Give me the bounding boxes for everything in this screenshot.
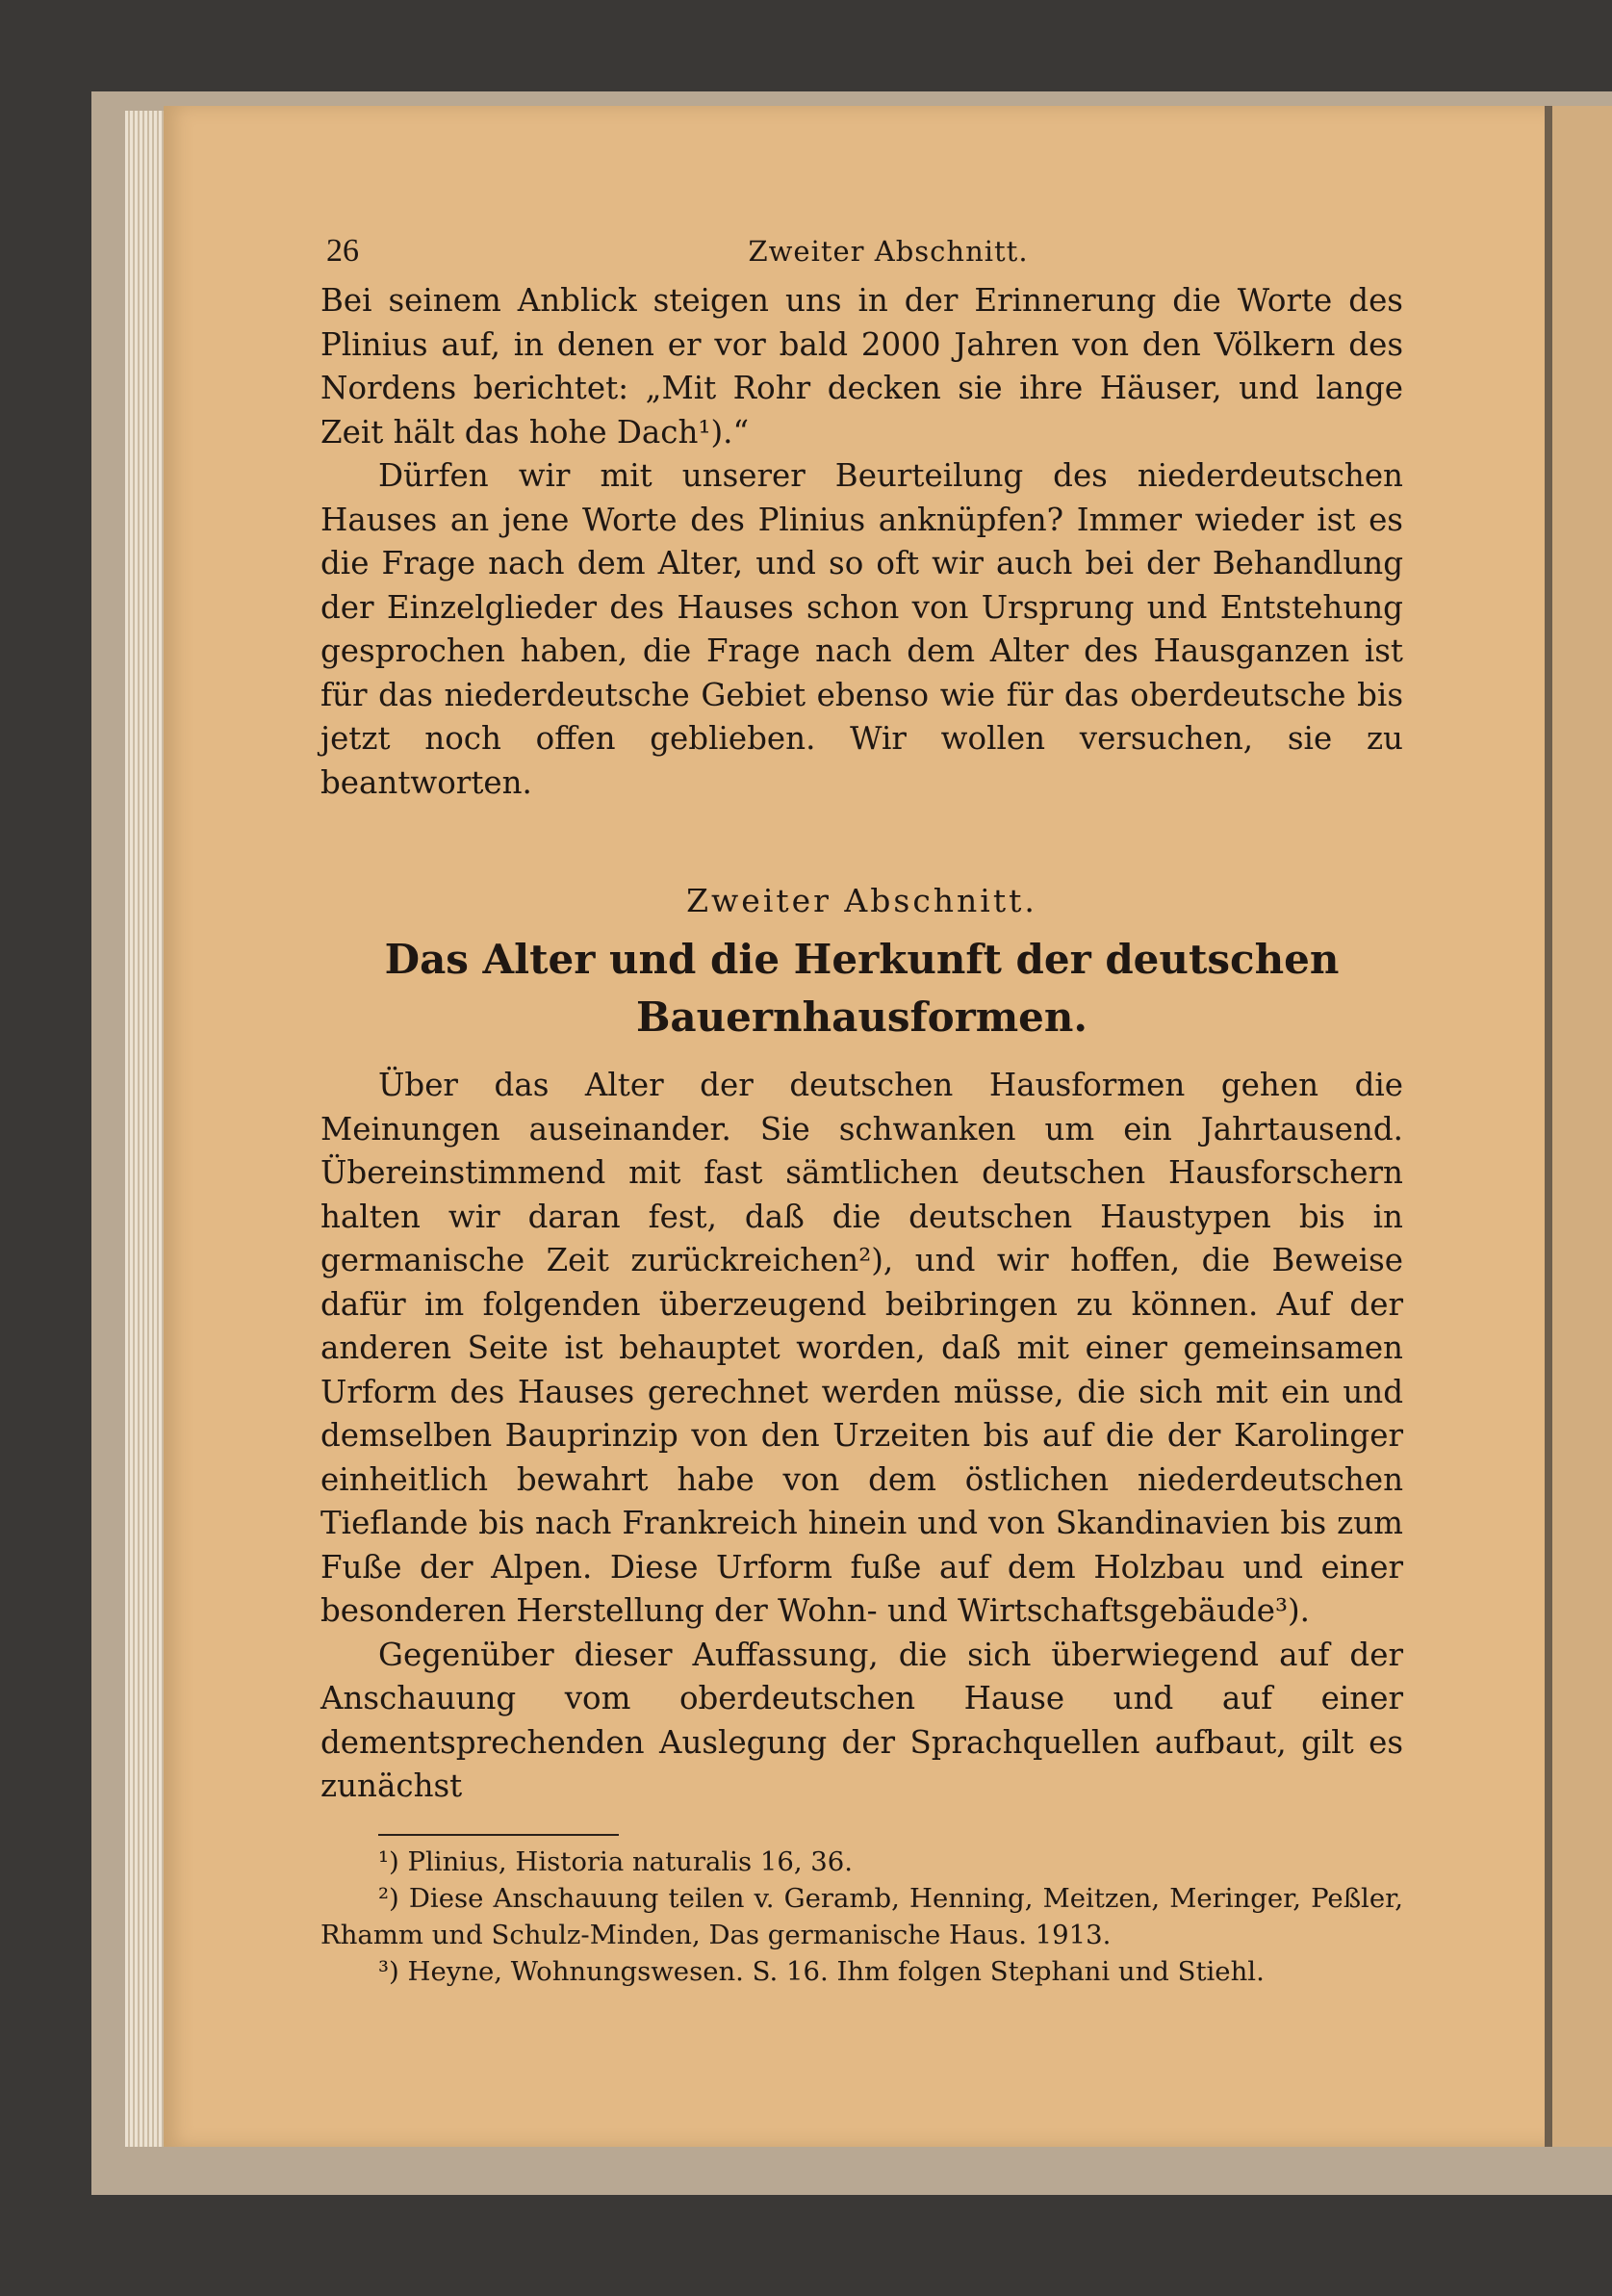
chapter-title: Das Alter und die Herkunft der deutschen Bauernhausformen. [384,936,1340,1041]
paragraph: Über das Alter der deutschen Hausformen gehen die Meinungen auseinander. Sie schwanken um ein Jahrtausend. Übereinstimmend mit fast sämtlichen deutschen Hausforschern halten wir daran fest, daß die deutschen Haustypen bis in germanische Zeit zurückreichen²), und wir hoffen, die Beweise dafür im folgenden überzeugend beibringen zu können. Auf der anderen Seite ist behauptet worden, daß mit einer gemeinsamen Urform des Hauses gerechnet werden müsse, die sich mit ein und demselben Bauprinzip von den Urzeiten bis auf die der Karolinger einheitlich bewahrt habe von dem östlichen niederdeutschen Tieflande bis nach Frankreich hinein und von Skandinavien bis zum Fuße der Alpen. Diese Urform fuße auf dem Holzbau und einer besonderen Herstellung der Wohn- und Wirtschaftsgebäude³). [320,1067,1403,1629]
paragraph: Dürfen wir mit unserer Beurteilung des niederdeutschen Hauses an jene Worte des Plinius anknüpfen? Immer wieder ist es die Frage nach dem Alter, und so oft wir auch bei der Behandlung der Einzelglieder des Hauses schon von Ursprung und Entstehung gesprochen haben, die Frage nach dem Alter des Hausganzen ist für das niederdeutsche Gebiet ebenso wie für das oberdeutsche bis jetzt noch offen geblieben. Wir wollen versuchen, sie zu beantworten. [320,457,1403,801]
paragraph: Bei seinem Anblick steigen uns in der Erinnerung die Worte des Plinius auf, in denen er vor bald 2000 Jahren von den Völkern des Nordens berichtet: „Mit Rohr decken sie ihre Häuser, und lange Zeit hält das hohe Dach¹).“ [320,282,1403,451]
facing-page-edge [1545,106,1612,2147]
page-text-block [320,221,1403,1990]
footnotes [320,1844,1403,1990]
footnote: ¹) Plinius, Historia naturalis 16, 36. [378,1845,854,1877]
footnote-rule [378,1834,619,1836]
running-head [320,221,1403,279]
body-text [320,279,1403,805]
running-head-title: Zweiter Abschnitt. [748,235,1029,268]
section-label: Zweiter Abschnitt. [686,882,1037,919]
footnote: ³) Heyne, Wohnungswesen. S. 16. Ihm folgen Stephani und Stiehl. [378,1955,1265,1987]
section-body-text [320,1064,1403,1809]
page-number: 26 [326,233,359,269]
paragraph: Gegenüber dieser Auffassung, die sich überwiegend auf der Anschauung vom oberdeutschen Hause und auf einer dementsprechenden Auslegung der Sprachquellen aufbaut, gilt es zunächst [320,1636,1403,1804]
footnote: ²) Diese Anschauung teilen v. Geramb, Henning, Meitzen, Meringer, Peßler, Rhamm und Schulz-Minden, Das germanische Haus. 1913. [320,1882,1403,1950]
